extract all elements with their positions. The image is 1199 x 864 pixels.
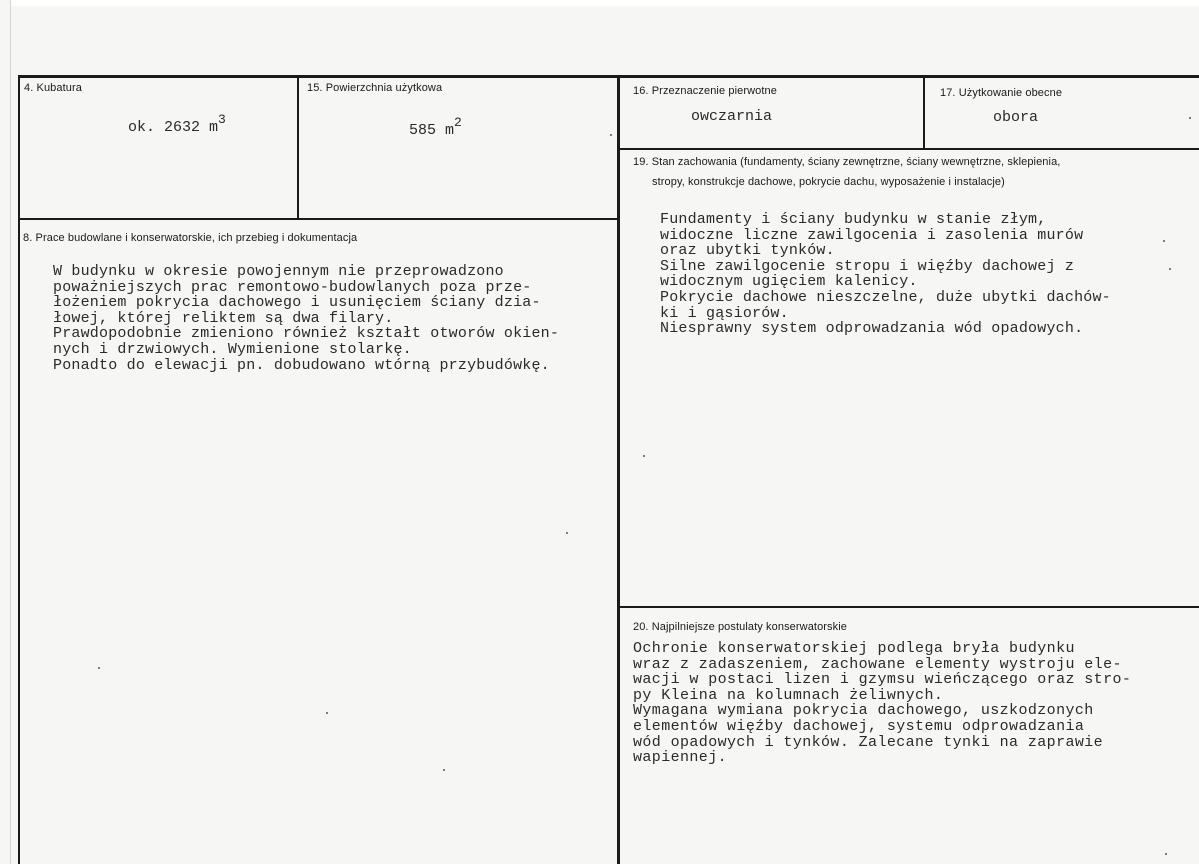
dust-speck (98, 667, 100, 669)
powierzchnia-unit-exponent: 2 (454, 115, 462, 130)
dust-speck (566, 532, 568, 534)
przeznaczenie-label: 16. Przeznaczenie pierwotne (633, 85, 777, 97)
stan-label-line1: 19. Stan zachowania (fundamenty, ściany zewnętrzne, ściany wewnętrzne, sklepienia, (633, 156, 1061, 168)
rule-under-16-17 (619, 148, 1199, 150)
stan-text: Fundamenty i ściany budynku w stanie złym, widoczne liczne zawilgocenia i zasolenia murów oraz ubytki tynków. Silne zawilgocenie stropu i więźby dachowej z widocznym ugięciem kalenicy. Pokrycie dachowe nieszczelne, duże ubytki dachów- ki i gąsiorów. Niesprawny system odprowadzania wód opadowych. (660, 211, 1111, 338)
dust-speck (1189, 117, 1191, 119)
powierzchnia-value (409, 117, 462, 139)
divider-main-vertical (617, 75, 620, 864)
top-rule (18, 75, 1199, 78)
dust-speck (1169, 268, 1171, 270)
stan-label-line2: stropy, konstrukcje dachowe, pokrycie dachu, wyposażenie i instalacje) (652, 176, 1005, 188)
divider-przeznaczenie (923, 75, 925, 149)
prace-text: W budynku w okresie powojennym nie przeprowadzono poważniejszych prac remontowo-budowlanych poza prze- łożeniem pokrycia dachowego i usunięciem ściany dzia- łowej, której reliktem są dwa filary. Prawdopodobnie zmieniono również kształt otworów okien- nych i drzwiowych. Wymienione stolarkę. Ponadto do elewacji pn. dobudowano wtórną przybudówkę. (53, 263, 560, 374)
card-left-edge (10, 0, 11, 864)
dust-speck (326, 712, 328, 714)
powierzchnia-value-text: 585 m (409, 122, 455, 139)
kubatura-value (128, 114, 226, 136)
dust-speck (643, 455, 645, 457)
rule-above-20 (619, 606, 1199, 608)
rule-under-4-15 (18, 218, 619, 220)
prace-label: 8. Prace budowlane i konserwatorskie, ich przebieg i dokumentacja (23, 232, 358, 244)
uzytkowanie-value: obora (993, 109, 1039, 126)
uzytkowanie-label: 17. Użytkowanie obecne (940, 87, 1063, 99)
przeznaczenie-value: owczarnia (691, 108, 773, 125)
left-rule (18, 75, 20, 864)
divider-kubatura (297, 75, 299, 220)
postulaty-label: 20. Najpilniejsze postulaty konserwatorskie (633, 621, 848, 633)
dust-speck (1163, 240, 1165, 242)
kubatura-value-text: ok. 2632 m (128, 119, 219, 136)
kubatura-label: 4. Kubatura (24, 82, 82, 94)
dust-speck (610, 134, 612, 136)
powierzchnia-label: 15. Powierzchnia użytkowa (307, 82, 443, 94)
card-top-margin (10, 0, 1199, 6)
dust-speck (1165, 853, 1167, 855)
dust-speck (443, 769, 445, 771)
kubatura-unit-exponent: 3 (218, 112, 226, 127)
postulaty-text: Ochronie konserwatorskiej podlega bryła budynku wraz z zadaszeniem, zachowane elementy wystroju ele- wacji w postaci lizen i gzymsu wieńczącego oraz stro- py Kleina na kolumnach żeliwnych. Wymagana wymiana pokrycia dachowego, uszkodzonych elementów więźby dachowej, systemu odprowadzania wód opadowych i tynków. Zalecane tynki na zaprawie wapiennej. (633, 640, 1132, 767)
